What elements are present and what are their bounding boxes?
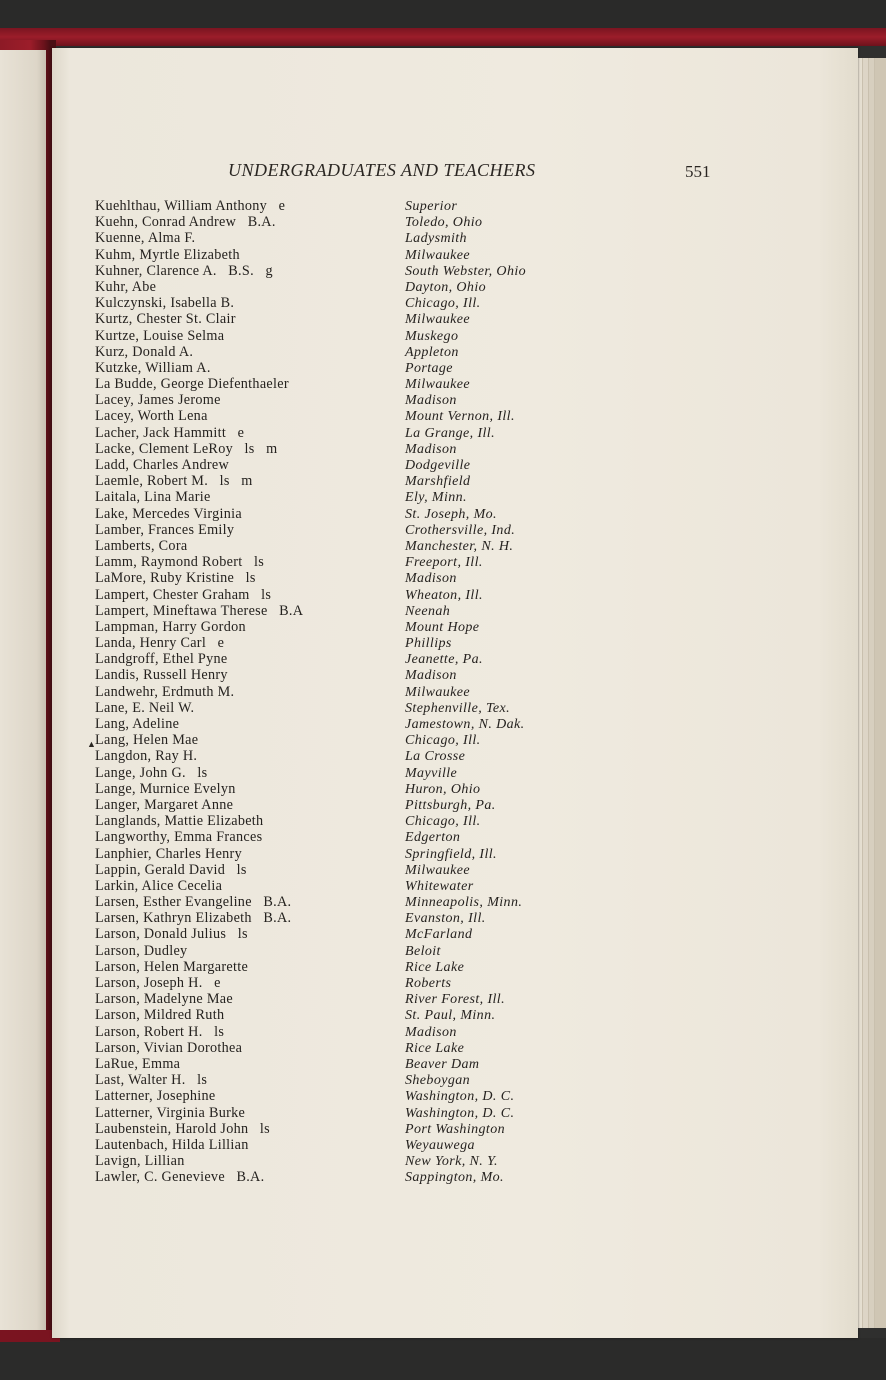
list-item (95, 781, 615, 797)
student-name: Lacey, James Jerome (95, 392, 221, 409)
student-name: Landwehr, Erdmuth M. (95, 683, 235, 700)
list-item (95, 716, 615, 732)
list-item (95, 538, 615, 554)
list-item (95, 587, 615, 603)
hometown: Beaver Dam (405, 1056, 480, 1072)
hometown: Evanston, Ill. (405, 911, 486, 927)
hometown: Springfield, Ill. (405, 846, 497, 862)
hometown: Milwaukee (405, 684, 471, 700)
hometown: Freeport, Ill. (405, 555, 483, 571)
hometown: Appleton (405, 344, 459, 360)
student-name: Larson, Madelyne Mae (95, 991, 233, 1008)
list-item (95, 700, 615, 716)
hometown: New York, N. Y. (405, 1154, 498, 1170)
hometown: Chicago, Ill. (405, 733, 481, 749)
student-name: Kurtz, Chester St. Clair (95, 311, 236, 328)
previous-page-edge (0, 50, 46, 1330)
hometown: Madison (405, 393, 457, 409)
student-name: Larson, Dudley (95, 942, 188, 959)
student-name: Kuenne, Alma F. (95, 230, 196, 247)
list-item (95, 910, 615, 926)
student-name: Lange, Murnice Evelyn (95, 780, 236, 797)
list-item (95, 360, 615, 376)
hometown: Port Washington (405, 1121, 505, 1137)
hometown: Whitewater (405, 878, 474, 894)
student-name: Larsen, Kathryn Elizabeth B.A. (95, 910, 292, 927)
list-item (95, 846, 615, 862)
hometown: Crothersville, Ind. (405, 522, 516, 538)
list-item (95, 554, 615, 570)
hometown: Milwaukee (405, 312, 471, 328)
student-name: Larson, Joseph H. e (95, 975, 221, 991)
list-item (95, 975, 615, 991)
student-name: Kuehlthau, William Anthony e (95, 198, 286, 214)
student-name: Latterner, Josephine (95, 1088, 216, 1105)
student-name: Lamber, Frances Emily (95, 521, 235, 538)
list-item (95, 991, 615, 1007)
hometown: Sappington, Mo. (405, 1170, 504, 1186)
student-name: Langer, Margaret Anne (95, 796, 234, 813)
student-name: Laitala, Lina Marie (95, 489, 211, 506)
list-item (95, 684, 615, 700)
student-name: Lake, Mercedes Virginia (95, 505, 242, 522)
hometown: River Forest, Ill. (405, 992, 505, 1008)
hometown: Jeanette, Pa. (405, 652, 483, 668)
hometown: Weyauwega (405, 1137, 475, 1153)
list-item (95, 198, 615, 214)
list-item (95, 603, 615, 619)
student-name: Lacher, Jack Hammitt e (95, 424, 245, 441)
hometown: Ladysmith (405, 231, 467, 247)
book-cover-bottom-edge (0, 1330, 60, 1342)
list-item (95, 473, 615, 489)
student-name: Lacey, Worth Lena (95, 408, 208, 425)
student-name: Kulczynski, Isabella B. (95, 295, 235, 312)
list-item (95, 1105, 615, 1121)
student-name: Landgroff, Ethel Pyne (95, 651, 228, 668)
scan-background-bottom (0, 1338, 886, 1380)
list-item (95, 959, 615, 975)
hometown: Muskego (405, 328, 459, 344)
list-item (95, 392, 615, 408)
student-name: Latterner, Virginia Burke (95, 1104, 246, 1121)
student-name: Lang, Adeline (95, 716, 180, 732)
list-item (95, 748, 615, 764)
list-item (95, 1088, 615, 1104)
list-item (95, 1121, 615, 1137)
student-name: Landa, Henry Carl e (95, 635, 225, 652)
hometown: Washington, D. C. (405, 1089, 515, 1105)
hometown: Chicago, Ill. (405, 814, 481, 830)
student-name: Lanphier, Charles Henry (95, 845, 242, 862)
hometown: Jamestown, N. Dak. (405, 717, 525, 732)
list-item (95, 425, 615, 441)
student-name: Larson, Donald Julius ls (95, 926, 248, 943)
hometown: Chicago, Ill. (405, 296, 481, 312)
student-name: Lawler, C. Genevieve B.A. (95, 1169, 265, 1186)
hometown: Phillips (405, 636, 452, 652)
list-item (95, 230, 615, 246)
hometown: Mayville (405, 765, 458, 781)
hometown: Madison (405, 571, 457, 587)
hometown: La Grange, Ill. (405, 425, 495, 441)
list-item (95, 506, 615, 522)
list-item (95, 441, 615, 457)
hometown: South Webster, Ohio (405, 263, 527, 279)
list-item (95, 344, 615, 360)
hometown: Milwaukee (405, 377, 471, 393)
running-title: UNDERGRADUATES AND TEACHERS (228, 160, 536, 180)
book-cover-top-edge (0, 28, 886, 46)
student-name: Laemle, Robert M. ls m (95, 473, 253, 490)
list-item (95, 619, 615, 635)
list-item (95, 457, 615, 473)
scan-background-top (0, 0, 886, 30)
list-item (95, 570, 615, 586)
list-item (95, 1056, 615, 1072)
page-number: 551 (685, 162, 711, 181)
student-name: Lang, Helen Mae (95, 732, 199, 749)
student-name: Larson, Helen Margarette (95, 958, 249, 975)
hometown: Washington, D. C. (405, 1105, 515, 1121)
student-name: LaRue, Emma (95, 1055, 181, 1072)
list-item (95, 1137, 615, 1153)
list-item (95, 862, 615, 878)
student-name: Larson, Mildred Ruth (95, 1007, 225, 1024)
student-name: Lange, John G. ls (95, 764, 208, 781)
hometown: Mount Vernon, Ill. (405, 409, 515, 425)
hometown: Rice Lake (405, 1040, 465, 1056)
list-item (95, 522, 615, 538)
hometown: Dayton, Ohio (405, 279, 487, 295)
student-name: Laubenstein, Harold John ls (95, 1120, 270, 1137)
hometown: Stephenville, Tex. (405, 700, 511, 716)
hometown: Wheaton, Ill. (405, 587, 483, 603)
student-name: Langdon, Ray H. (95, 748, 198, 765)
list-item (95, 635, 615, 651)
student-name: Larson, Robert H. ls (95, 1023, 225, 1040)
list-item (95, 279, 615, 295)
student-name: Langworthy, Emma Frances (95, 829, 263, 846)
hometown: Mount Hope (405, 619, 480, 635)
list-item (95, 1169, 615, 1185)
student-name: Lamm, Raymond Robert ls (95, 554, 265, 571)
student-name: Ladd, Charles Andrew (95, 457, 230, 473)
student-name: Kuehn, Conrad Andrew B.A. (95, 214, 276, 231)
list-item (95, 247, 615, 263)
hometown: La Crosse (405, 749, 466, 765)
directory-list (95, 198, 615, 1185)
hometown: Roberts (405, 976, 452, 991)
student-name: Lautenbach, Hilda Lillian (95, 1136, 249, 1153)
student-name: Lampert, Mineftawa Therese B.A (95, 602, 304, 619)
student-name: Lampert, Chester Graham ls (95, 586, 272, 603)
list-item (95, 1153, 615, 1169)
hometown: St. Joseph, Mo. (405, 506, 497, 522)
hometown: Beloit (405, 943, 441, 959)
student-name: Langlands, Mattie Elizabeth (95, 813, 264, 830)
student-name: Lampman, Harry Gordon (95, 618, 246, 635)
list-item (95, 1040, 615, 1056)
hometown: Dodgeville (405, 458, 471, 473)
list-item (95, 829, 615, 845)
list-item (95, 489, 615, 505)
hometown: Huron, Ohio (405, 781, 481, 797)
student-name: Lane, E. Neil W. (95, 699, 195, 716)
hometown: Ely, Minn. (405, 490, 467, 506)
student-name: Kuhner, Clarence A. B.S. g (95, 262, 273, 279)
margin-mark: ▲ (87, 739, 96, 749)
hometown: Madison (405, 441, 457, 457)
list-item (95, 651, 615, 667)
list-item (95, 1007, 615, 1023)
list-item (95, 376, 615, 392)
list-item (95, 311, 615, 327)
list-item (95, 408, 615, 424)
list-item (95, 926, 615, 942)
list-item (95, 943, 615, 959)
hometown: Sheboygan (405, 1073, 471, 1089)
student-name: Lacke, Clement LeRoy ls m (95, 440, 278, 457)
list-item (95, 797, 615, 813)
student-name: Larson, Vivian Dorothea (95, 1039, 243, 1056)
hometown: Minneapolis, Minn. (405, 895, 523, 911)
page-edge (874, 58, 886, 1328)
student-name: La Budde, George Diefenthaeler (95, 376, 289, 393)
student-name: Larsen, Esther Evangeline B.A. (95, 894, 292, 911)
student-name: Lamberts, Cora (95, 537, 188, 554)
list-item (95, 1024, 615, 1040)
list-item (95, 328, 615, 344)
student-name: Kurz, Donald A. (95, 343, 194, 360)
hometown: Neenah (405, 603, 451, 619)
student-name: Kuhr, Abe (95, 278, 157, 295)
hometown: Milwaukee (405, 862, 471, 878)
hometown: Portage (405, 360, 453, 376)
hometown: St. Paul, Minn. (405, 1008, 496, 1024)
student-name: LaMore, Ruby Kristine ls (95, 570, 256, 587)
student-name: Kurtze, Louise Selma (95, 327, 225, 344)
student-name: Lavign, Lillian (95, 1153, 185, 1170)
list-item (95, 295, 615, 311)
hometown: Milwaukee (405, 247, 471, 263)
hometown: Superior (405, 199, 458, 214)
list-item (95, 765, 615, 781)
hometown: Toledo, Ohio (405, 215, 483, 231)
hometown: McFarland (405, 927, 473, 943)
list-item (95, 1072, 615, 1088)
hometown: Pittsburgh, Pa. (405, 797, 496, 813)
hometown: Madison (405, 1024, 457, 1040)
hometown: Marshfield (405, 474, 471, 490)
list-item (95, 813, 615, 829)
hometown: Madison (405, 668, 457, 684)
list-item (95, 732, 615, 748)
list-item (95, 263, 615, 279)
student-name: Last, Walter H. ls (95, 1072, 208, 1089)
list-item (95, 878, 615, 894)
student-name: Kutzke, William A. (95, 359, 211, 376)
hometown: Manchester, N. H. (405, 538, 514, 554)
student-name: Lappin, Gerald David ls (95, 861, 247, 878)
student-name: Landis, Russell Henry (95, 667, 228, 684)
list-item (95, 894, 615, 910)
list-item (95, 214, 615, 230)
student-name: Kuhm, Myrtle Elizabeth (95, 246, 240, 263)
student-name: Larkin, Alice Cecelia (95, 877, 223, 894)
list-item (95, 667, 615, 683)
hometown: Rice Lake (405, 959, 465, 975)
hometown: Edgerton (405, 830, 461, 846)
